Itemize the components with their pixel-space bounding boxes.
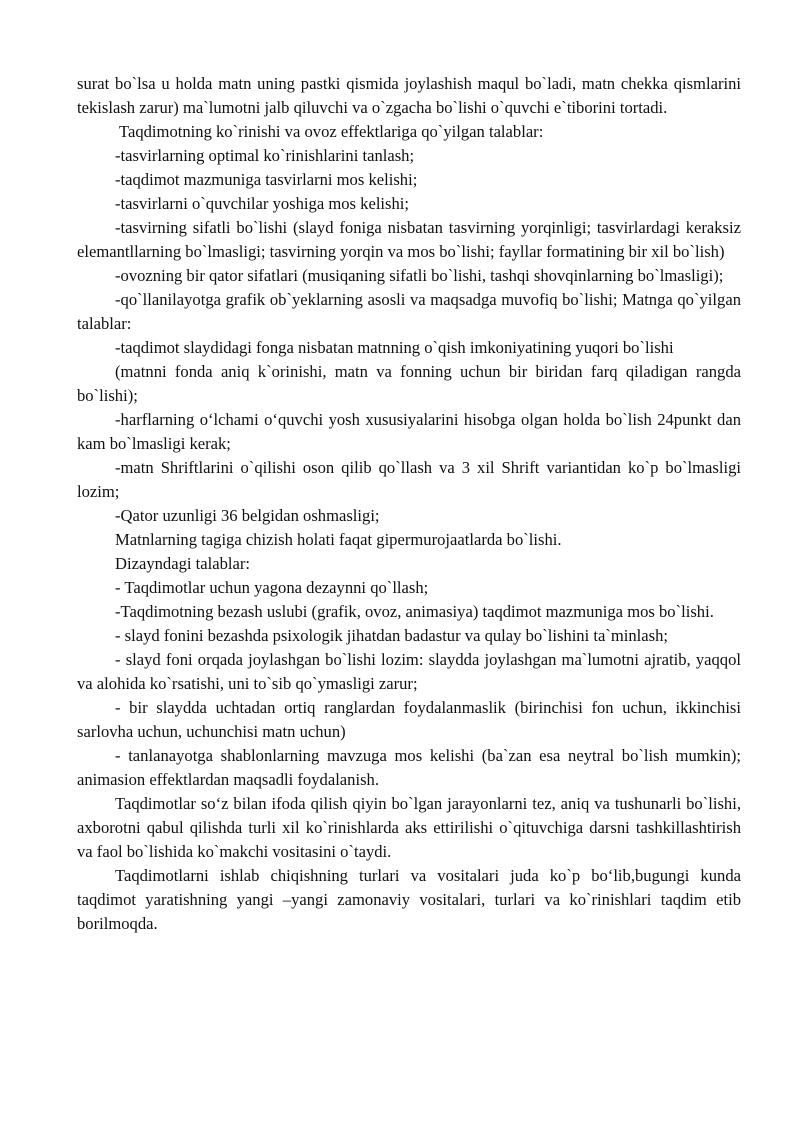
list-item: - Taqdimotlar uchun yagona dezaynni qo`llash; — [115, 578, 429, 597]
list-item: -ovozning bir qator sifatlari (musiqaning sifatli bo`lishi, tashqi shovqinlarning bo`lmasligi); — [115, 266, 724, 285]
heading-design-requirements: Dizayndagi talablar: — [115, 554, 250, 573]
paragraph-body: Taqdimotlar so‘z bilan ifoda qilish qiyin bo`lgan jarayonlarni tez, aniq va tushunarli bo`lishi, axborotni qabul qilishda turli xil ko`rinishlarda aks ettirilishi o`qituvchiga darsni tashkillashtirish va faol bo`lishida ko`makchi vositasini o`taydi. — [77, 794, 741, 861]
list-item: - slayd foni orqada joylashgan bo`lishi lozim: slaydda joylashgan ma`lumotni ajratib, yaqqol va alohida ko`rsatishi, uni to`sib qo`ymasligi zarur; — [77, 650, 741, 693]
list-item: -taqdimot slaydidagi fonga nisbatan matnning o`qish imkoniyatining yuqori bo`lishi — [115, 338, 674, 357]
paragraph-body: Taqdimotlarni ishlab chiqishning turlari va vositalari juda ko`p bo‘lib,bugungi kunda taqdimot yaratishning yangi –yangi zamonaviy vositalari, turlari va ko`rinishlari taqdim etib borilmoqda. — [77, 866, 741, 933]
list-item: -harflarning o‘lchami o‘quvchi yosh xususiyalarini hisobga olgan holda bo`lish 24punkt dan kam bo`lmasligi kerak; — [77, 410, 741, 453]
list-item: -tasvirlarni o`quvchilar yoshiga mos kelishi; — [115, 194, 410, 213]
paragraph-intro-continuation: surat bo`lsa u holda matn uning pastki qismida joylashish maqul bo`ladi, matn chekka qismlarini tekislash zarur) ma`lumotni jalb qiluvchi va o`zgacha bo`lishi o`quvchi e`tiborini tortadi. — [77, 74, 741, 117]
list-item: -matn Shriftlarini o`qilishi oson qilib qo`llash va 3 xil Shrift variantidan ko`p bo`lmasligi lozim; — [77, 458, 741, 501]
list-item: Matnlarning tagiga chizish holati faqat gipermurojaatlarda bo`lishi. — [115, 530, 562, 549]
document-page — [77, 72, 741, 936]
list-item: (matnni fonda aniq k`orinishi, matn va fonning uchun bir biridan farq qiladigan rangda bo`lishi); — [77, 362, 741, 405]
list-item: -tasvirlarning optimal ko`rinishlarini tanlash; — [115, 146, 415, 165]
list-item: -taqdimot mazmuniga tasvirlarni mos kelishi; — [115, 170, 418, 189]
list-item: -tasvirning sifatli bo`lishi (slayd foniga nisbatan tasvirning yorqinligi; tasvirlardagi keraksiz elemantllarning bo`lmasligi; tasvirning yorqin va mos bo`lishi; fayllar formatining bir xil bo`lish) — [77, 218, 741, 261]
list-item: -Taqdimotning bezash uslubi (grafik, ovoz, animasiya) taqdimot mazmuniga mos bo`lishi. — [115, 602, 714, 621]
heading-visual-audio-requirements: Taqdimotning ko`rinishi va ovoz effektlariga qo`yilgan talablar: — [119, 122, 544, 141]
list-item: - bir slaydda uchtadan ortiq ranglardan foydalanmaslik (birinchisi fon uchun, ikkinchisi sarlovha uchun, uchunchisi matn uchun) — [77, 698, 741, 741]
list-item: - slayd fonini bezashda psixologik jihatdan badastur va qulay bo`lishini ta`minlash; — [115, 626, 669, 645]
list-item: -Qator uzunligi 36 belgidan oshmasligi; — [115, 506, 380, 525]
list-item: -qo`llanilayotga grafik ob`yeklarning asosli va maqsadga muvofiq bo`lishi; Matnga qo`yilgan talablar: — [77, 290, 741, 333]
list-item: - tanlanayotga shablonlarning mavzuga mos kelishi (ba`zan esa neytral bo`lish mumkin); animasion effektlardan maqsadli foydalanish. — [77, 746, 741, 789]
